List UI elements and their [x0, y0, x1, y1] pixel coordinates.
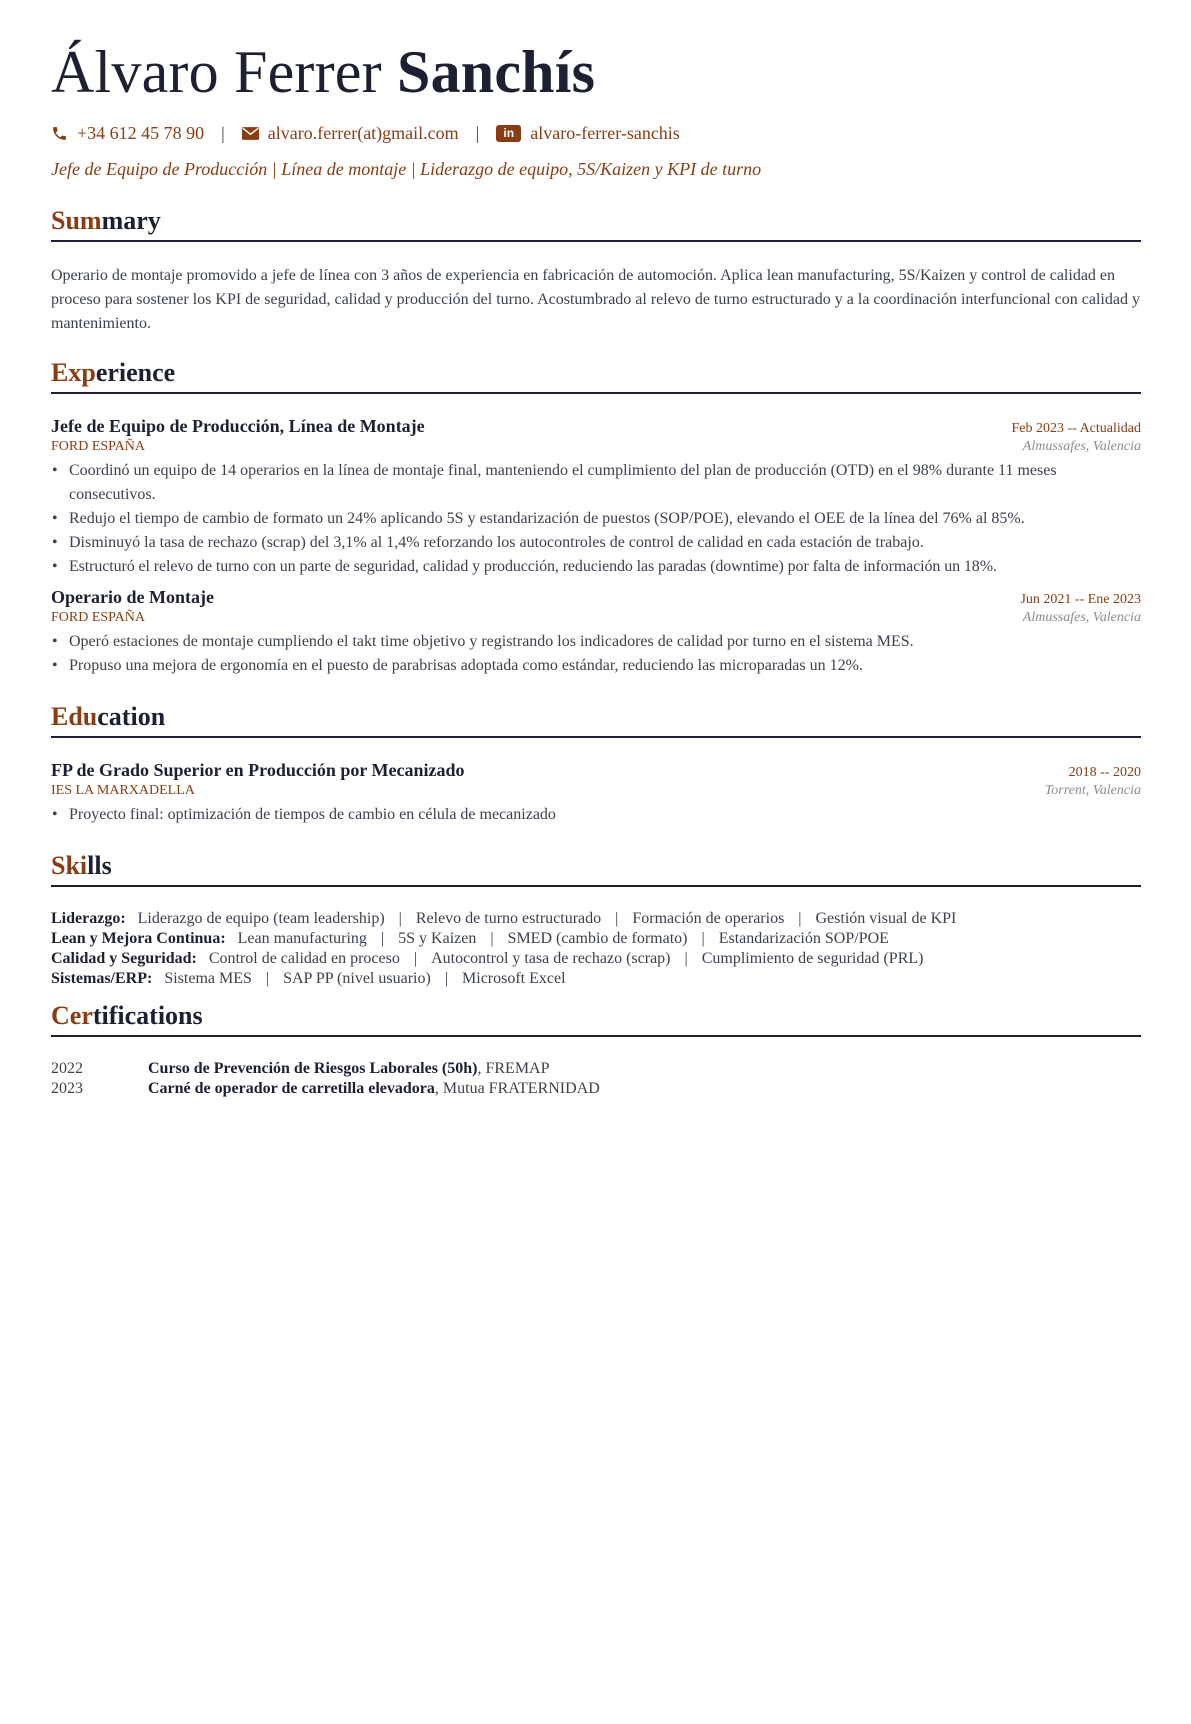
first-name: Álvaro Ferrer — [51, 39, 382, 105]
email-contact[interactable] — [242, 123, 459, 144]
education-section — [51, 702, 1141, 827]
skill-item: Microsoft Excel — [462, 970, 566, 987]
job-dates: Feb 2023 -- Actualidad — [1011, 421, 1141, 436]
section-divider — [51, 885, 1141, 887]
section-title: Certifications — [51, 1001, 203, 1030]
certification-list — [51, 1059, 1141, 1099]
skill-row: Sistemas/ERP: Sistema MES | SAP PP (nivel usuario) | Microsoft Excel — [51, 970, 566, 987]
contact-separator: | — [221, 122, 225, 143]
section-title: Experience — [51, 358, 176, 387]
school-location: Torrent, Valencia — [1044, 783, 1141, 798]
phone-contact[interactable] — [51, 123, 204, 144]
skill-row: Lean y Mejora Continua: Lean manufacturing | 5S y Kaizen | SMED (cambio de formato) | Estandarización SOP/POE — [51, 930, 889, 947]
section-divider — [51, 736, 1141, 738]
list-item: • Estructuró el relevo de turno con un parte de seguridad, calidad y producción, reduciendo las paradas (downtime) por falta de información un 18%. — [51, 555, 1141, 579]
experience-section — [51, 358, 1141, 678]
list-item: • Propuso una mejora de ergonomía en el puesto de parabrisas adoptada como estándar, reduciendo las microparadas un 12%. — [51, 654, 1141, 678]
linkedin-contact[interactable] — [496, 123, 680, 144]
skill-category: Calidad y Seguridad: — [51, 950, 197, 967]
company-name: FORD ESPAÑA — [51, 610, 146, 625]
skill-item: SMED (cambio de formato) — [507, 930, 688, 947]
skill-item: SAP PP (nivel usuario) — [283, 970, 431, 987]
list-item: • Redujo el tiempo de cambio de formato un 24% aplicando 5S y estandarización de puestos (SOP/POE), elevando el OEE de la línea del 76% al 85%. — [51, 507, 1141, 531]
job-title: Jefe de Equipo de Producción, Línea de Montaje — [51, 416, 425, 436]
candidate-name — [51, 40, 1141, 104]
skill-row: Calidad y Seguridad: Control de calidad en proceso | Autocontrol y tasa de rechazo (scrap) | Cumplimiento de seguridad (PRL) — [51, 950, 924, 967]
last-name: Sanchís — [397, 39, 596, 105]
list-item: • Proyecto final: optimización de tiempos de cambio en célula de mecanizado — [51, 803, 1141, 827]
section-title: Skills — [51, 851, 112, 880]
skill-item: 5S y Kaizen — [398, 930, 477, 947]
skills-list — [51, 909, 1141, 989]
skill-item: Formación de operarios — [632, 910, 785, 927]
skill-item: Sistema MES — [164, 970, 252, 987]
degree-title: FP de Grado Superior en Producción por Mecanizado — [51, 760, 465, 780]
education-entry — [51, 760, 1141, 827]
envelope-icon — [242, 127, 259, 140]
skill-item: Control de calidad en proceso — [208, 950, 400, 967]
skill-item: Estandarización SOP/POE — [718, 930, 889, 947]
skill-item: Autocontrol y tasa de rechazo (scrap) — [431, 950, 671, 967]
list-item: • Disminuyó la tasa de rechazo (scrap) del 3,1% al 1,4% reforzando los autocontroles de control de calidad en cada estación de trabajo. — [51, 531, 1141, 555]
education-dates: 2018 -- 2020 — [1068, 765, 1141, 780]
experience-entry — [51, 416, 1141, 579]
email-address: alvaro.ferrer(at)gmail.com — [267, 122, 459, 143]
company-name: FORD ESPAÑA — [51, 439, 146, 454]
job-location: Almussafes, Valencia — [1022, 610, 1141, 625]
section-title: Education — [51, 702, 166, 731]
skills-section — [51, 851, 1141, 989]
section-divider — [51, 240, 1141, 242]
skill-item: Cumplimiento de seguridad (PRL) — [701, 950, 924, 967]
skill-row: Liderazgo: Liderazgo de equipo (team leadership) | Relevo de turno estructurado | Formación de operarios | Gestión visual de KPI — [51, 910, 957, 927]
education-detail-list — [51, 803, 1141, 827]
certification-name: Carné de operador de carretilla elevadora — [148, 1080, 435, 1097]
list-item: • Operó estaciones de montaje cumpliendo el takt time objetivo y registrando los indicadores de calidad por turno en el sistema MES. — [51, 630, 1141, 654]
certification-issuer: , FREMAP — [477, 1060, 550, 1077]
linkedin-handle: alvaro-ferrer-sanchis — [530, 122, 680, 143]
certification-year: 2023 — [51, 1080, 83, 1097]
certification-item — [51, 1079, 1141, 1099]
certifications-section — [51, 1001, 1141, 1099]
skill-category: Sistemas/ERP: — [51, 970, 153, 987]
certification-name: Curso de Prevención de Riesgos Laborales (50h) — [148, 1060, 478, 1077]
achievement-list — [51, 630, 1141, 678]
certification-item — [51, 1059, 1141, 1079]
skill-item: Lean manufacturing — [237, 930, 367, 947]
summary-text: Operario de montaje promovido a jefe de línea con 3 años de experiencia en fabricación de automoción. Aplica lean manufacturing, 5S/Kaizen y control de calidad en proceso para sostener los KPI de seguridad, calidad y producción del turno. Acostumbrado al relevo de turno estructurado y a la coordinación interfuncional con calidad y mantenimiento. — [51, 267, 1140, 332]
section-divider — [51, 1035, 1141, 1037]
job-dates: Jun 2021 -- Ene 2023 — [1020, 592, 1141, 607]
section-title: Summary — [51, 206, 161, 235]
skill-item: Gestión visual de KPI — [815, 910, 957, 927]
achievement-list — [51, 459, 1141, 579]
job-title: Operario de Montaje — [51, 587, 214, 607]
skill-item: Relevo de turno estructurado — [415, 910, 602, 927]
certification-issuer: , Mutua FRATERNIDAD — [434, 1080, 600, 1097]
section-divider — [51, 392, 1141, 394]
job-location: Almussafes, Valencia — [1022, 439, 1141, 454]
resume-page — [0, 40, 1191, 1724]
contact-separator: | — [475, 122, 480, 143]
contact-bar — [51, 121, 1141, 145]
summary-section — [51, 206, 1141, 336]
certification-year: 2022 — [51, 1060, 83, 1077]
skill-item: Liderazgo de equipo (team leadership) — [137, 910, 385, 927]
skill-category: Lean y Mejora Continua: — [51, 930, 226, 947]
linkedin-icon: in — [496, 125, 521, 142]
skill-category: Liderazgo: — [51, 910, 126, 927]
list-item: • Coordinó un equipo de 14 operarios en la línea de montaje final, manteniendo el cumplimiento del plan de producción (OTD) en el 98% durante 11 meses consecutivos. — [51, 459, 1141, 507]
experience-entry — [51, 587, 1141, 678]
phone-icon — [51, 125, 68, 142]
headline: Jefe de Equipo de Producción | Línea de montaje | Liderazgo de equipo, 5S/Kaizen y KPI de turno — [51, 159, 762, 179]
phone-number: +34 612 45 78 90 — [77, 122, 205, 143]
school-name: IES LA MARXADELLA — [51, 783, 195, 798]
